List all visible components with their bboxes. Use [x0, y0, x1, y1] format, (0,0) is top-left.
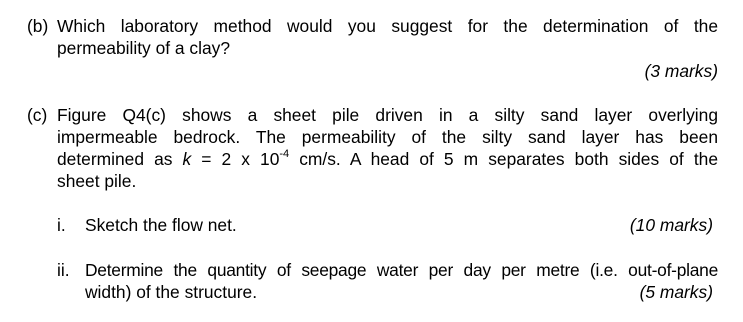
part-b-question-line-2: permeability of a clay?: [57, 38, 231, 58]
part-c-label: (c): [27, 105, 48, 125]
sub-ii-label: ii.: [57, 260, 70, 280]
part-b-question-line-1: Which laboratory method would you suggest for the determination of the: [57, 16, 718, 36]
part-b-marks: (3 marks): [644, 61, 718, 81]
sub-i-text: Sketch the flow net.: [85, 215, 237, 235]
exponent: -4: [279, 148, 290, 161]
sub-ii-marks: (5 marks): [639, 282, 713, 302]
part-c-question-line-3: [57, 148, 718, 170]
line3-before: determined as: [57, 149, 183, 169]
sub-ii-line-2: width) of the structure.: [85, 282, 258, 302]
sub-i-marks: (10 marks): [629, 215, 713, 235]
line3-middle: = 2 x 10: [191, 149, 280, 169]
part-b-label: (b): [27, 16, 49, 36]
sub-i-label: i.: [57, 215, 66, 235]
line3-after: cm/s. A head of 5 m separates both sides of the: [289, 149, 718, 169]
permeability-symbol: k: [182, 149, 192, 169]
part-c-question-line-2: impermeable bedrock. The permeability of the silty sand layer has been: [57, 127, 718, 147]
part-c-question-line-4: sheet pile.: [57, 171, 137, 191]
sub-ii-line-1: Determine the quantity of seepage water per day per metre (i.e. out-of-plane: [85, 260, 718, 280]
part-c-question-line-1: Figure Q4(c) shows a sheet pile driven in a silty sand layer overlying: [57, 105, 718, 125]
